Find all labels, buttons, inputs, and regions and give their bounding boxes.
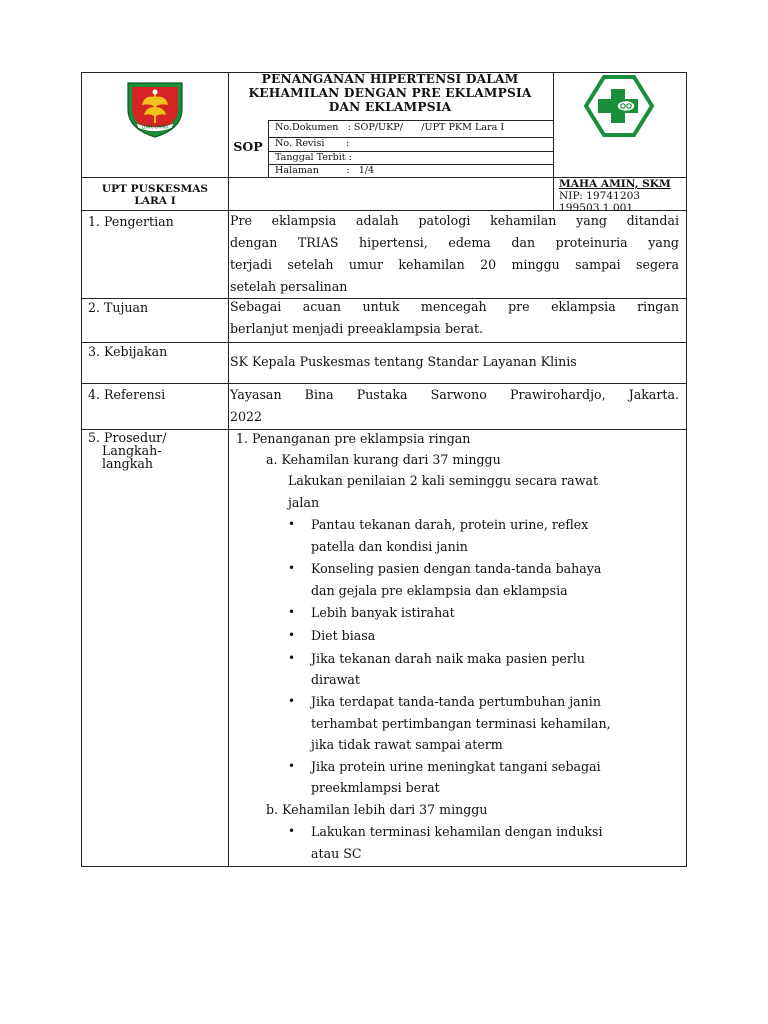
row-line-kebijakan <box>81 342 687 343</box>
label-prosedur <box>88 431 166 470</box>
prosedur-b-bullet-1: Lakukan terminasi kehamilan dengan induksi <box>311 824 603 839</box>
label-tujuan: 2. Tujuan <box>88 300 149 315</box>
prosedur-item-1: 1. Penanganan pre eklampsia ringan <box>236 431 471 446</box>
document-title <box>228 72 552 114</box>
sop-label: SOP <box>233 139 263 154</box>
regency-emblem-icon <box>120 79 190 139</box>
prosedur-a-bullet-2-cont: dan gejala pre eklampsia dan eklampsia <box>311 583 568 598</box>
document-title-line-3: DAN EKLAMPSIA <box>328 100 452 114</box>
bullet-icon: • <box>288 824 296 838</box>
pengertian-line-4: setelah persalinan <box>230 279 348 294</box>
prosedur-a-intro-1: Lakukan penilaian 2 kali seminggu secara rawat <box>288 473 599 488</box>
prosedur-a-bullet-2: Konseling pasien dengan tanda-tanda bahaya <box>311 561 602 576</box>
bullet-icon: • <box>288 759 296 773</box>
prosedur-a-bullet-7-cont: preekmlampsi berat <box>311 780 440 795</box>
sop-column-line <box>268 120 269 177</box>
revision-number: No. Revisi : <box>275 138 350 149</box>
prosedur-item-b-title: b. Kehamilan lebih dari 37 minggu <box>266 802 488 817</box>
document-title-line-1: PENANGANAN HIPERTENSI DALAM <box>261 72 519 86</box>
doc-number: No.Dokumen : SOP/UKP/ /UPT PKM Lara I <box>275 122 505 133</box>
label-kebijakan: 3. Kebijakan <box>88 344 168 359</box>
signer-name: MAHA AMIN, SKM <box>559 178 671 190</box>
prosedur-a-bullet-5-cont: dirawat <box>311 672 360 687</box>
bullet-icon: • <box>288 628 296 642</box>
meta-row-line-1 <box>268 120 553 121</box>
prosedur-b-bullet-1-cont: atau SC <box>311 846 362 861</box>
prosedur-a-bullet-1-cont: patella dan kondisi janin <box>311 539 468 554</box>
unit-name-line-1: UPT PUSKESMAS <box>101 183 209 195</box>
bullet-icon: • <box>288 651 296 665</box>
label-prosedur-line-1: 5. Prosedur/ <box>88 430 167 445</box>
pengertian-line-3: terjadi setelah umur kehamilan 20 minggu sampai segera <box>230 257 679 272</box>
page-number: Halaman : 1/4 <box>275 165 375 176</box>
prosedur-item-a-title: a. Kehamilan kurang dari 37 minggu <box>266 452 501 467</box>
label-referensi: 4. Referensi <box>88 387 166 402</box>
unit-name <box>82 183 228 207</box>
table-right-border <box>686 72 687 867</box>
prosedur-a-bullet-3: Lebih banyak istirahat <box>311 605 455 620</box>
table-bottom-border <box>81 866 687 867</box>
prosedur-a-bullet-7: Jika protein urine meningkat tangani sebagai <box>311 759 601 774</box>
tujuan-line-2: berlanjut menjadi preeaklampsia berat. <box>230 321 484 336</box>
tujuan-line-1: Sebagai acuan untuk mencegah pre eklampsia ringan <box>230 299 679 314</box>
prosedur-a-bullet-6-cont-1: terhambat pertimbangan terminasi kehamilan, <box>311 716 611 731</box>
kebijakan-text: SK Kepala Puskesmas tentang Standar Layanan Klinis <box>230 354 577 369</box>
prosedur-a-bullet-6-cont-2: jika tidak rawat sampai aterm <box>311 737 503 752</box>
prosedur-a-bullet-5: Jika tekanan darah naik maka pasien perlu <box>311 651 585 666</box>
prosedur-a-bullet-6: Jika terdapat tanda-tanda pertumbuhan janin <box>311 694 601 709</box>
bullet-icon: • <box>288 561 296 575</box>
referensi-line-1: Yayasan Bina Pustaka Sarwono Prawirohardjo, Jakarta. <box>230 387 679 402</box>
right-logo-column-line <box>553 72 554 211</box>
prosedur-a-intro-2: jalan <box>288 495 320 510</box>
pengertian-line-2: dengan TRIAS hipertensi, edema dan proteinuria yang <box>230 235 679 250</box>
prosedur-a-bullet-1: Pantau tekanan darah, protein urine, reflex <box>311 517 589 532</box>
prosedur-a-bullet-4: Diet biasa <box>311 628 376 643</box>
bullet-icon: • <box>288 517 296 531</box>
document-title-line-2: KEHAMILAN DENGAN PRE EKLAMPSIA <box>248 86 532 100</box>
emblem-ribbon-text: LUWU UTARA <box>141 124 169 130</box>
issue-date: Tanggal Terbit : <box>275 152 352 163</box>
bullet-icon: • <box>288 694 296 708</box>
referensi-line-2: 2022 <box>230 409 263 424</box>
unit-name-line-2: LARA I <box>134 195 176 207</box>
label-column-line <box>228 72 229 867</box>
row-line-prosedur <box>81 429 687 430</box>
label-prosedur-line-2: Langkah- <box>102 443 162 458</box>
signer-nip-line-1: NIP: 19741203 <box>559 190 641 202</box>
signer-nip-line-2: 199503 1 001 <box>559 202 634 214</box>
pengertian-line-1: Pre eklampsia adalah patologi kehamilan yang ditandai <box>230 213 679 228</box>
puskesmas-logo-icon <box>583 75 655 137</box>
bullet-icon: • <box>288 605 296 619</box>
label-pengertian: 1. Pengertian <box>88 214 174 229</box>
label-prosedur-line-3: langkah <box>102 456 153 471</box>
